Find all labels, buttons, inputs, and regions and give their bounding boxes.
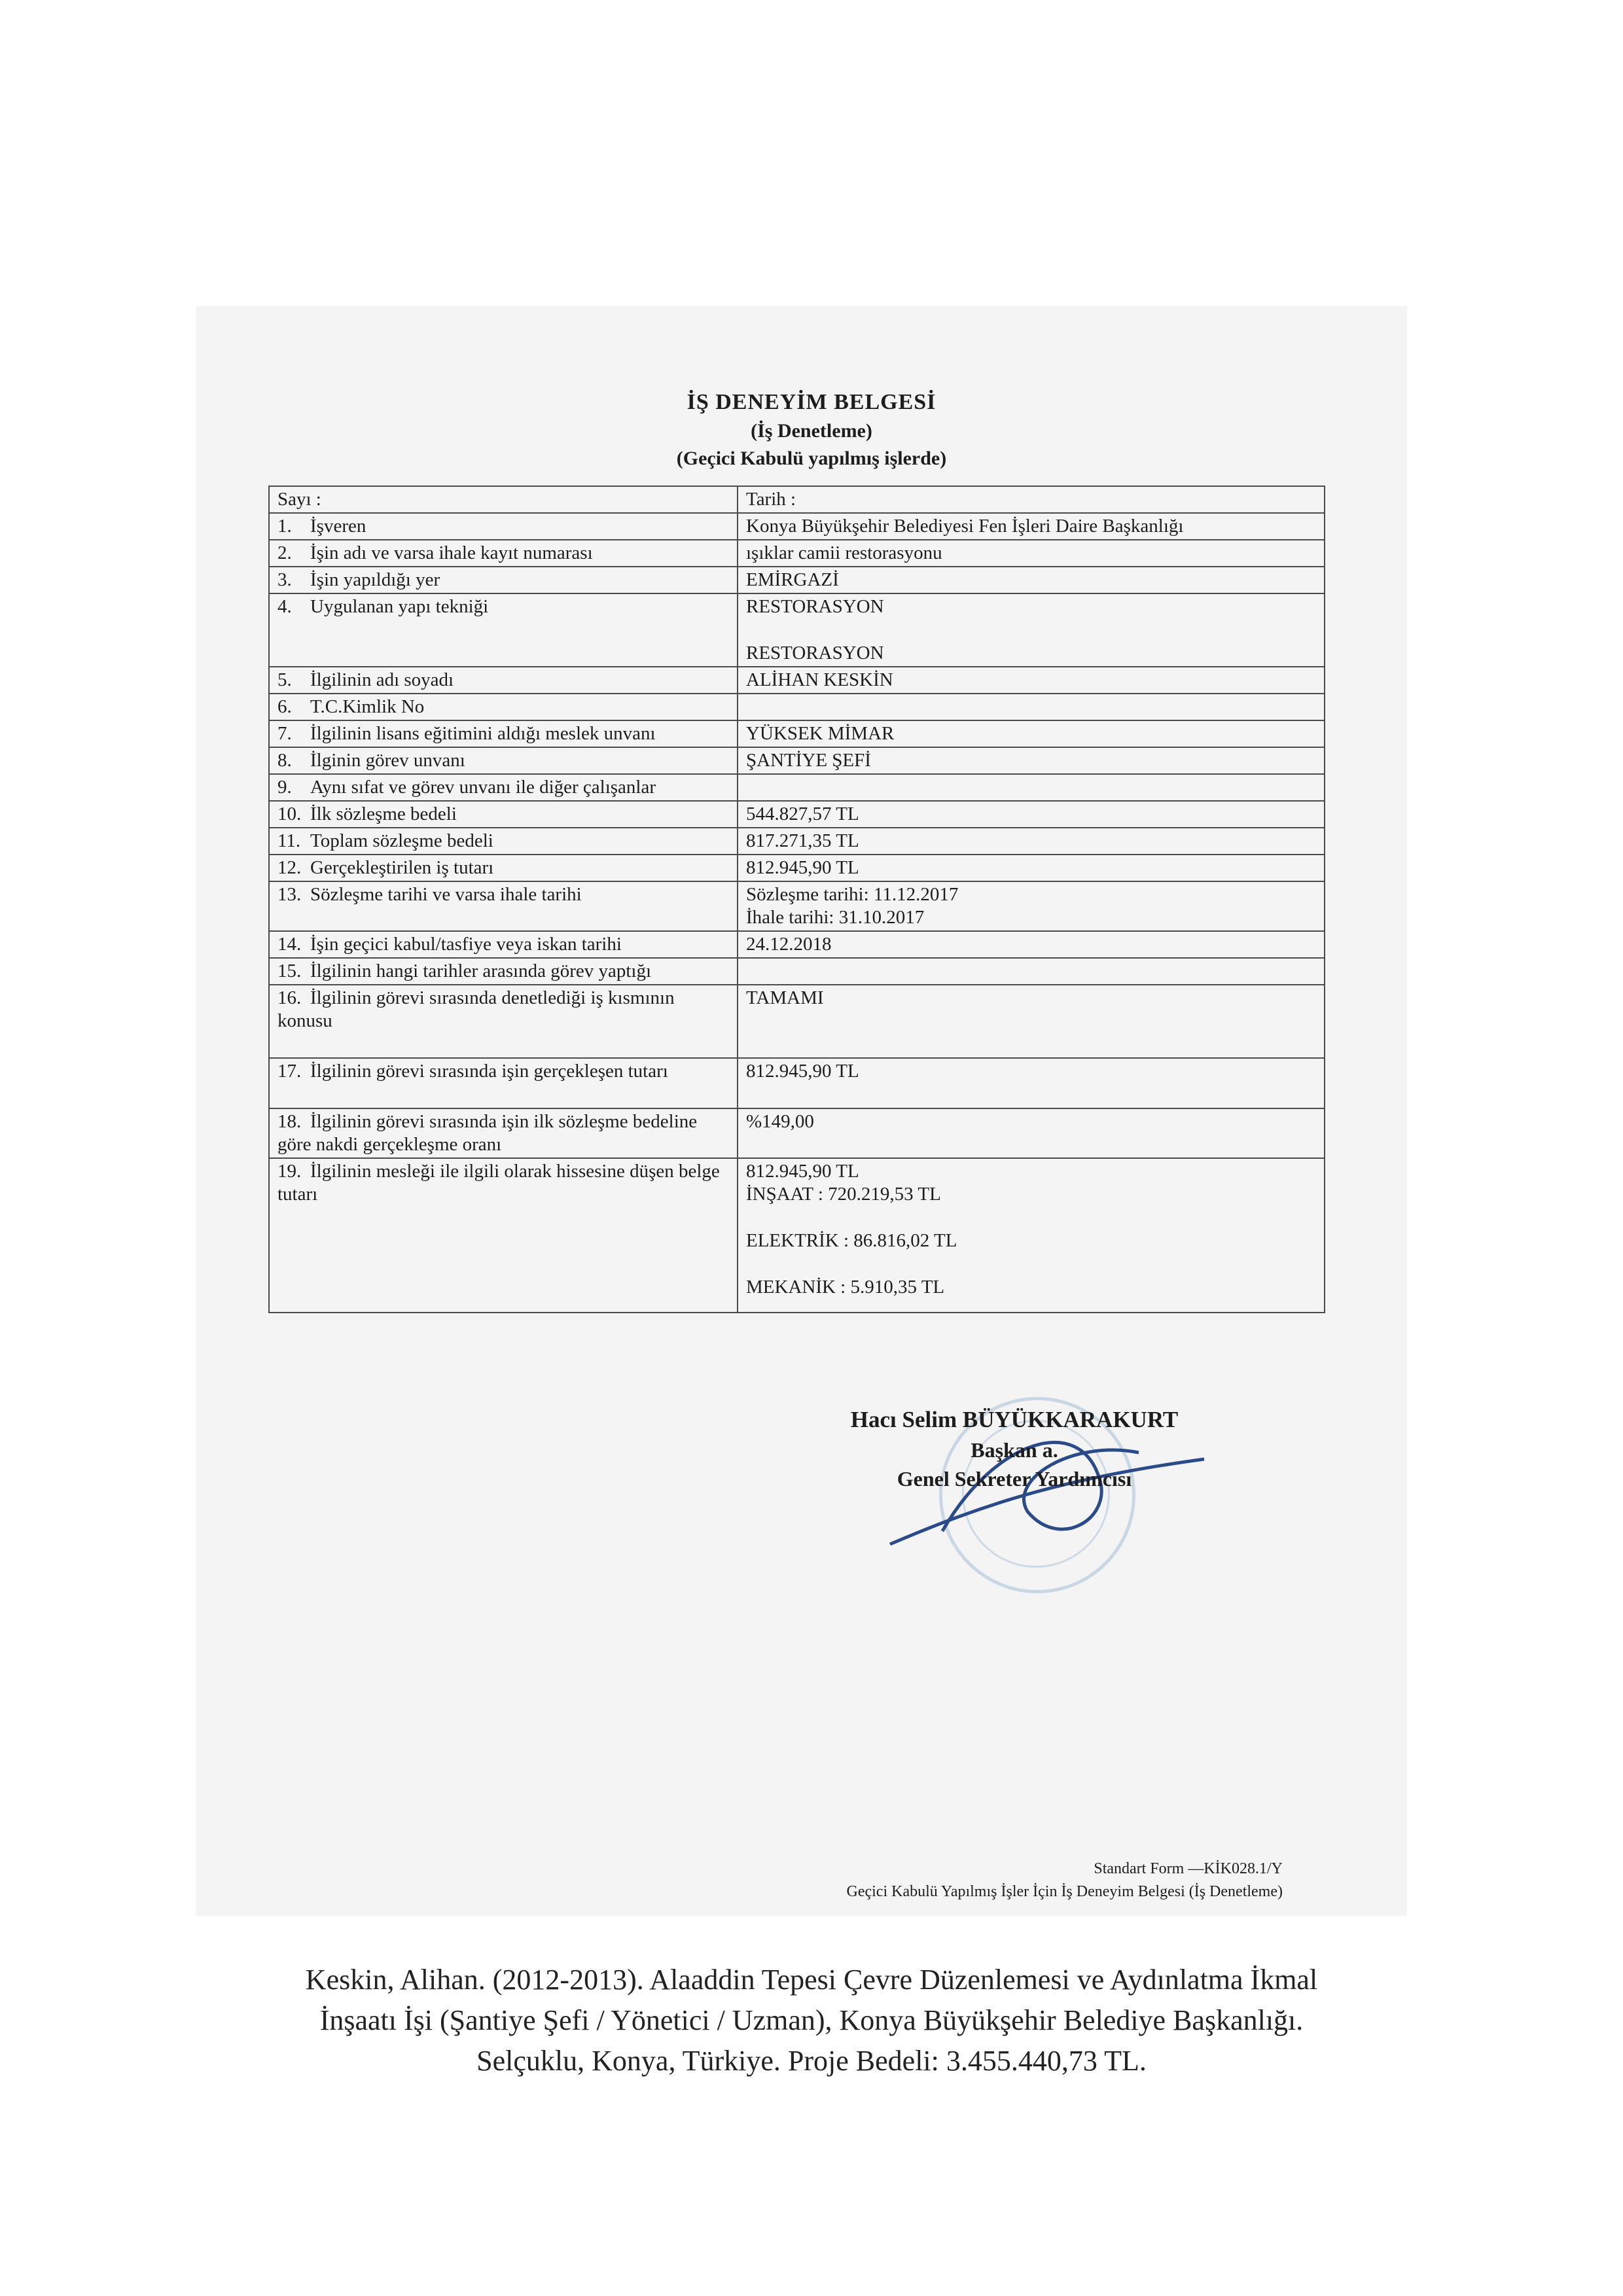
row-number: 11. (277, 830, 301, 851)
row-label-cell (269, 694, 738, 720)
row-label-cell (269, 931, 738, 958)
row-label-cell (269, 567, 738, 593)
form-row (269, 747, 1325, 774)
row-number: 5. (277, 669, 292, 690)
row-number: 2. (277, 542, 292, 563)
row-value: ışıklar camii restorasyonu (746, 542, 942, 563)
row-label: İlgilinin lisans eğitimini aldığı meslek unvanı (310, 723, 656, 744)
row-label-cell (269, 747, 738, 774)
form-row (269, 774, 1325, 801)
form-row (269, 1158, 1325, 1313)
row-label-cell (269, 513, 738, 540)
row-value-cell (738, 694, 1325, 720)
row-label: Aynı sıfat ve görev unvanı ile diğer çalışanlar (310, 777, 656, 798)
caption (196, 1960, 1427, 2081)
row-value-cell (738, 513, 1325, 540)
row-value: İhale tarihi: 31.10.2017 (746, 907, 925, 928)
row-value: 817.271,35 TL (746, 830, 859, 851)
form-row (269, 694, 1325, 720)
row-number: 4. (277, 596, 292, 617)
form-row (269, 540, 1325, 567)
caption-line: Selçuklu, Konya, Türkiye. Proje Bedeli: 3.455.440,73 TL. (476, 2045, 1147, 2077)
row-number: 14. (277, 934, 302, 955)
row-value-cell (738, 1158, 1325, 1313)
row-label-cell (269, 774, 738, 801)
form-row (269, 593, 1325, 667)
row-value-cell (738, 855, 1325, 881)
row-value-cell (738, 720, 1325, 747)
form-row (269, 513, 1325, 540)
signatory-role: Başkan a. (971, 1438, 1058, 1462)
row-value: MEKANİK : 5.910,35 TL (746, 1277, 945, 1298)
row-value-cell (738, 801, 1325, 828)
row-value: 812.945,90 TL (746, 1161, 859, 1182)
form-description: Geçici Kabulü Yapılmış İşler İçin İş Deneyim Belgesi (İş Denetleme) (846, 1883, 1283, 1900)
row-number: 3. (277, 569, 292, 590)
row-value: 544.827,57 TL (746, 804, 859, 824)
row-label: İlgilinin görevi sırasında işin ilk sözleşme bedeline göre nakdi gerçekleşme oranı (277, 1111, 698, 1155)
row-number: 13. (277, 884, 302, 905)
row-label: İlgilinin mesleği ile ilgili olarak hissesine düşen belge tutarı (277, 1161, 720, 1205)
row-value: ALİHAN KESKİN (746, 669, 893, 690)
row-value: ŞANTİYE ŞEFİ (746, 750, 871, 771)
row-number: 15. (277, 961, 302, 981)
form-row (269, 567, 1325, 593)
row-value-cell (738, 985, 1325, 1058)
tarih-label: Tarih : (738, 486, 1325, 513)
row-label-cell (269, 667, 738, 694)
row-label-cell (269, 1108, 738, 1158)
form-row (269, 801, 1325, 828)
row-label: Gerçekleştirilen iş tutarı (310, 857, 494, 878)
row-value-cell (738, 958, 1325, 985)
row-value-cell (738, 747, 1325, 774)
form-row (269, 985, 1325, 1058)
row-label: İlk sözleşme bedeli (310, 804, 457, 824)
row-value: Sözleşme tarihi: 11.12.2017 (746, 884, 959, 905)
row-label: İlgilinin hangi tarihler arasında görev yaptığı (310, 961, 652, 981)
row-value-cell (738, 931, 1325, 958)
row-number: 1. (277, 516, 292, 537)
row-label: İlgilinin adı soyadı (310, 669, 454, 690)
row-label-cell (269, 985, 738, 1058)
row-label: İşin geçici kabul/tasfiye veya iskan tarihi (310, 934, 622, 955)
row-label-cell (269, 801, 738, 828)
signatory-title: Genel Sekreter Yardımcısı (897, 1467, 1132, 1491)
row-label-cell (269, 855, 738, 881)
form-row (269, 931, 1325, 958)
form-row (269, 1108, 1325, 1158)
document-subtitle: (İş Denetleme) (751, 420, 872, 442)
form-code: Standart Form —KİK028.1/Y (1094, 1860, 1283, 1877)
row-number: 19. (277, 1161, 302, 1182)
signatory-name: Hacı Selim BÜYÜKKARAKURT (850, 1407, 1179, 1432)
row-value-cell (738, 667, 1325, 694)
row-number: 17. (277, 1061, 302, 1082)
row-value-cell (738, 881, 1325, 931)
form-row (269, 958, 1325, 985)
experience-form-table (268, 486, 1325, 1313)
row-value: ELEKTRİK : 86.816,02 TL (746, 1230, 957, 1251)
row-value: 812.945,90 TL (746, 857, 859, 878)
row-number: 8. (277, 750, 292, 771)
row-value: Konya Büyükşehir Belediyesi Fen İşleri Daire Başkanlığı (746, 516, 1184, 537)
row-number: 16. (277, 987, 302, 1008)
form-row (269, 667, 1325, 694)
row-label-cell (269, 958, 738, 985)
form-row (269, 1058, 1325, 1108)
caption-line: İnşaatı İşi (Şantiye Şefi / Yönetici / Uzman), Konya Büyükşehir Belediye Başkanlığı. (319, 2004, 1304, 2036)
row-label: İşin adı ve varsa ihale kayıt numarası (310, 542, 593, 563)
row-value: EMİRGAZİ (746, 569, 839, 590)
form-row (269, 881, 1325, 931)
row-value: YÜKSEK MİMAR (746, 723, 895, 744)
row-value-cell (738, 774, 1325, 801)
row-label: T.C.Kimlik No (310, 696, 425, 717)
form-row (269, 720, 1325, 747)
row-value-cell (738, 1058, 1325, 1108)
row-label: İlginin görev unvanı (310, 750, 465, 771)
caption-line: Keskin, Alihan. (2012-2013). Alaaddin Tepesi Çevre Düzenlemesi ve Aydınlatma İkmal (305, 1964, 1318, 1996)
row-label-cell (269, 593, 738, 667)
row-label: İlgilinin görevi sırasında işin gerçekleşen tutarı (310, 1061, 668, 1082)
document-title: İŞ DENEYİM BELGESİ (687, 390, 936, 414)
sayi-label: Sayı : (269, 486, 738, 513)
row-value: RESTORASYON (746, 596, 884, 617)
row-value-cell (738, 593, 1325, 667)
row-label-cell (269, 1058, 738, 1108)
row-value-cell (738, 828, 1325, 855)
signature-block (785, 1407, 1243, 1603)
row-value: TAMAMI (746, 987, 824, 1008)
row-value: 24.12.2018 (746, 934, 832, 955)
row-label: Uygulanan yapı tekniği (310, 596, 489, 617)
row-label: İşin yapıldığı yer (310, 569, 440, 590)
row-label: Sözleşme tarihi ve varsa ihale tarihi (310, 884, 582, 905)
row-number: 12. (277, 857, 302, 878)
row-label: Toplam sözleşme bedeli (310, 830, 493, 851)
row-value-cell (738, 540, 1325, 567)
row-label-cell (269, 540, 738, 567)
row-number: 7. (277, 723, 292, 744)
row-label-cell (269, 881, 738, 931)
form-row (269, 828, 1325, 855)
row-label-cell (269, 720, 738, 747)
header-row (269, 486, 1325, 513)
form-row (269, 855, 1325, 881)
row-value: RESTORASYON (746, 643, 884, 663)
row-value: İNŞAAT : 720.219,53 TL (746, 1184, 941, 1205)
row-number: 18. (277, 1111, 302, 1132)
row-value-cell (738, 1108, 1325, 1158)
row-label: İlgilinin görevi sırasında denetlediği iş kısmının konusu (277, 987, 675, 1031)
row-value: 812.945,90 TL (746, 1061, 859, 1082)
row-number: 10. (277, 804, 302, 824)
row-label-cell (269, 828, 738, 855)
row-value: %149,00 (746, 1111, 814, 1132)
row-number: 9. (277, 777, 292, 798)
row-label: İşveren (310, 516, 366, 537)
document-subtitle-2: (Geçici Kabulü yapılmış işlerde) (676, 448, 947, 469)
row-value-cell (738, 567, 1325, 593)
row-number: 6. (277, 696, 292, 717)
row-label-cell (269, 1158, 738, 1313)
